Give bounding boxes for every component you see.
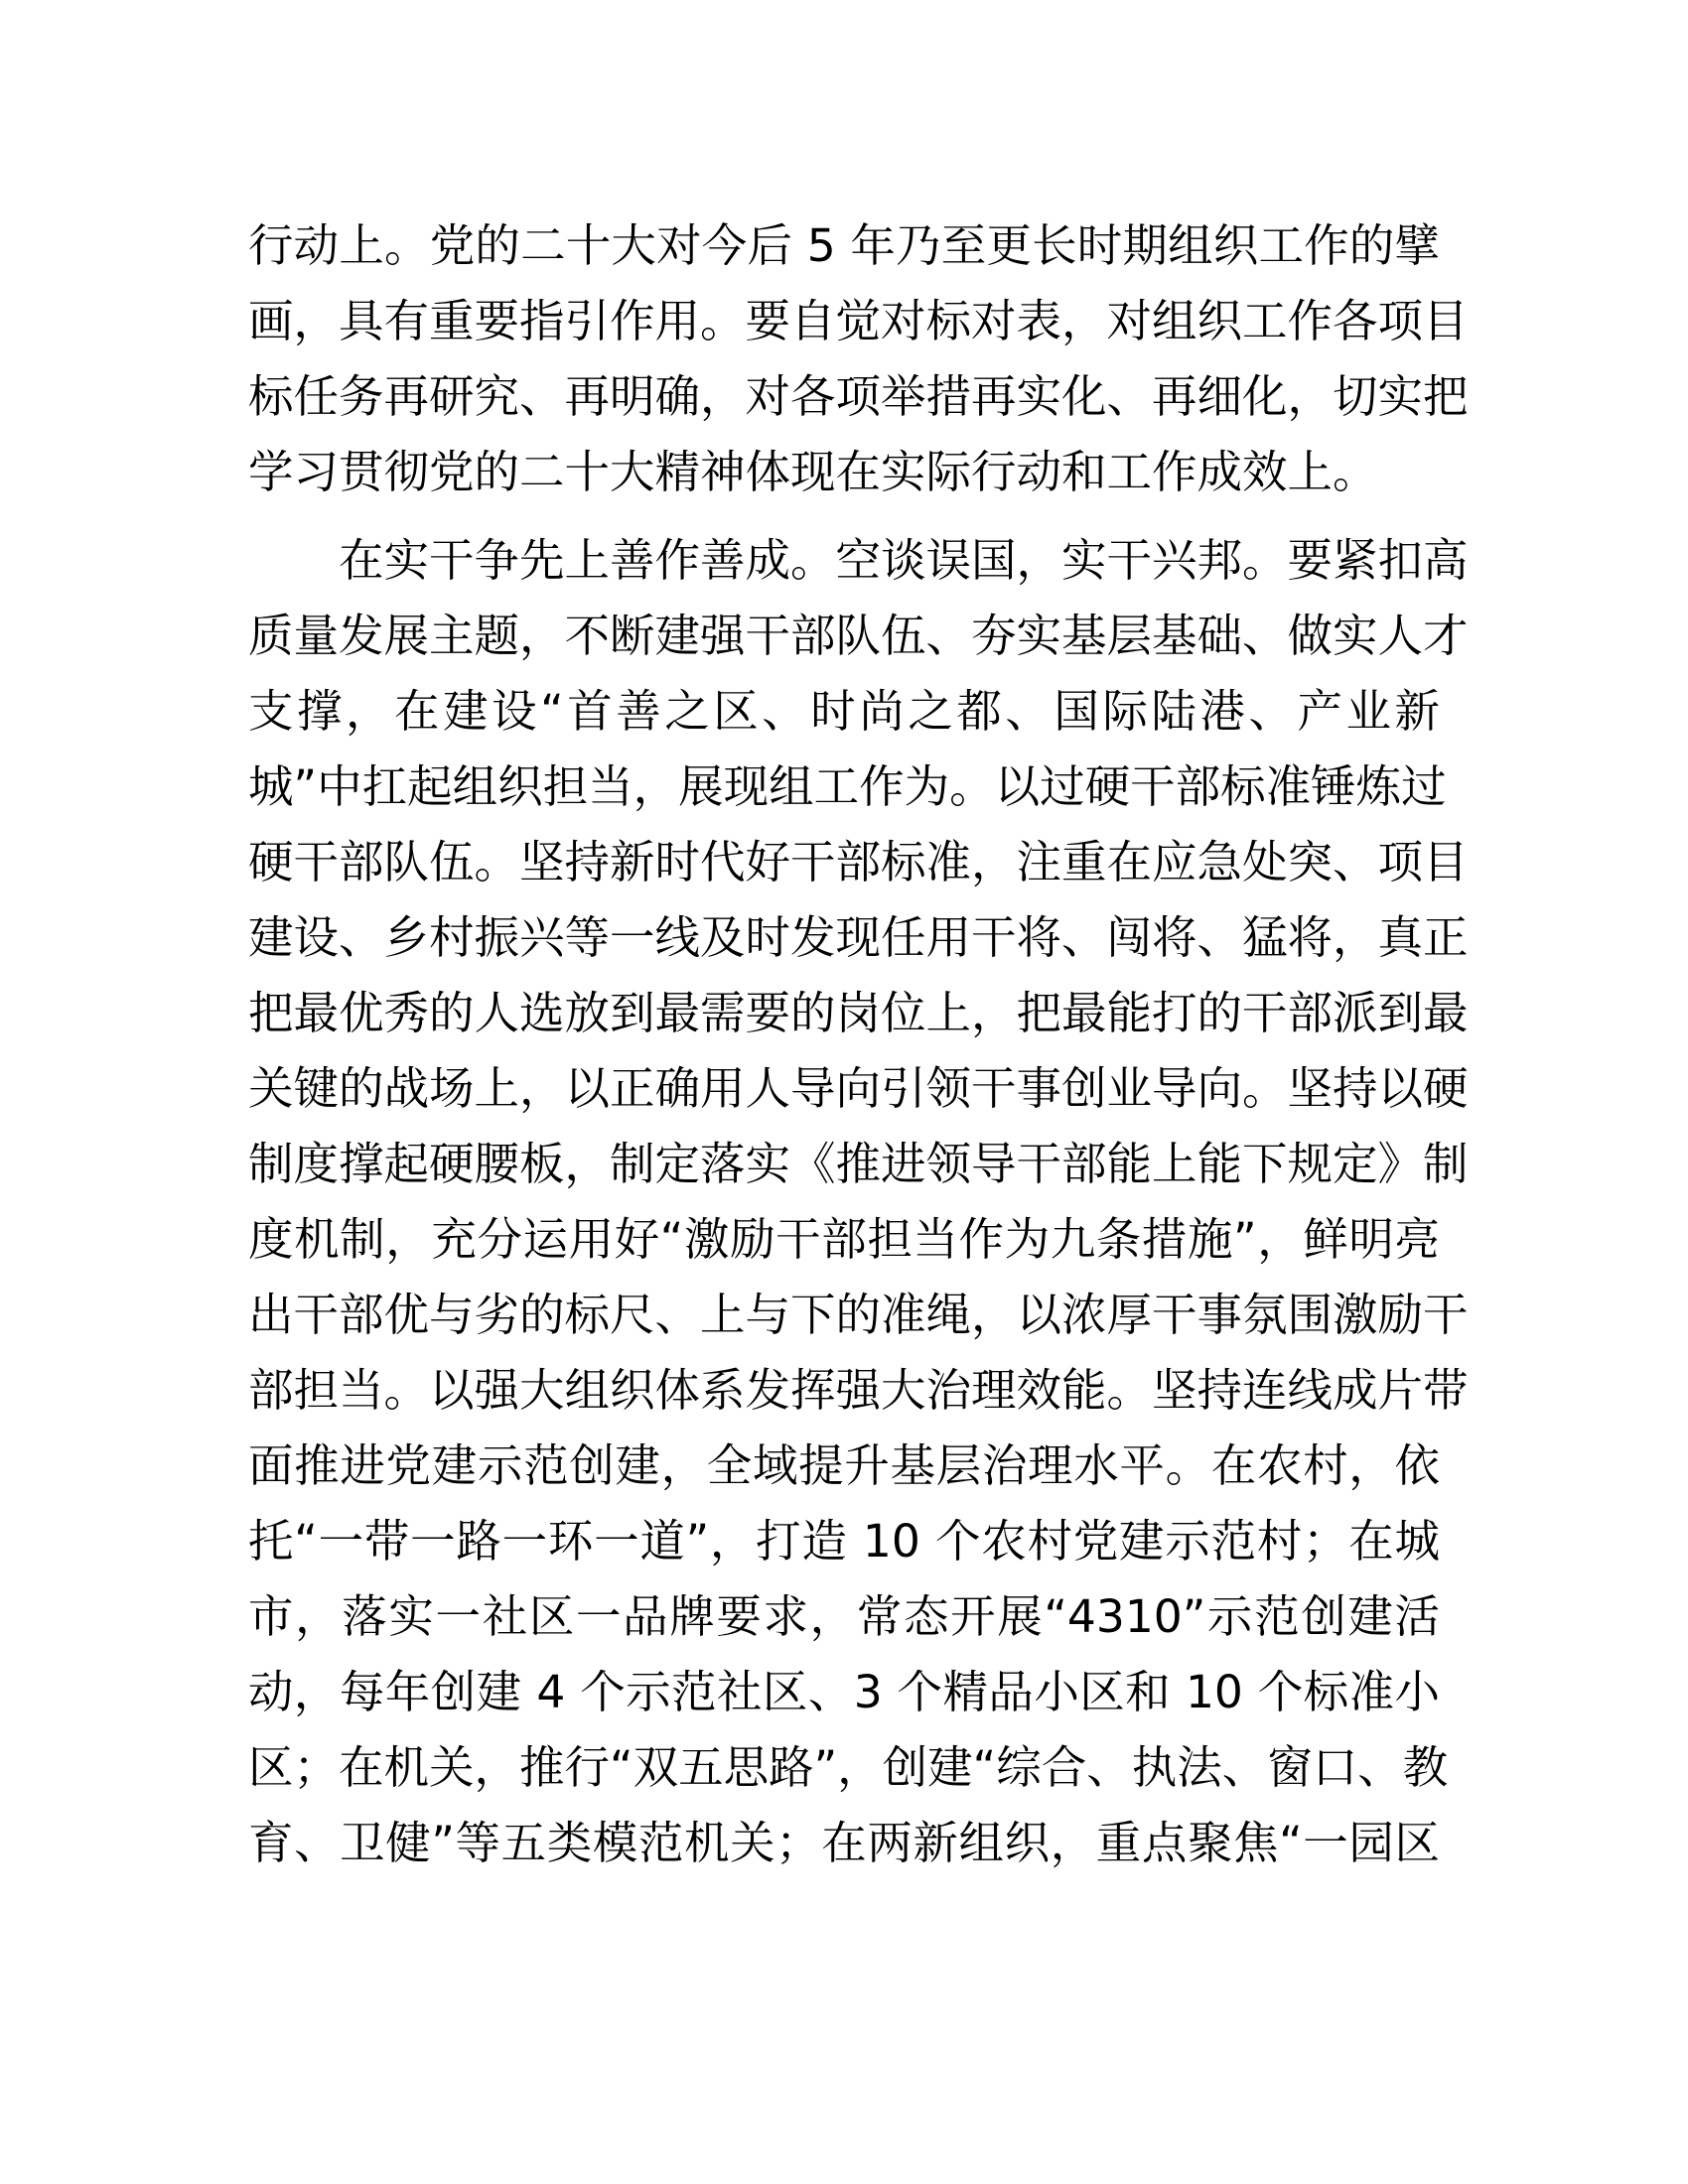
text-line: 制度撑起硬腰板，制定落实《推进领导干部能上能下规定》制 xyxy=(248,1138,1469,1190)
text-line: 行动上。党的二十大对今后 5 年乃至更长时期组织工作的擘 xyxy=(248,219,1440,272)
text-line: 支撑，在建设“首善之区、时尚之都、国际陆港、产业新 xyxy=(248,685,1440,738)
text-line: 在实干争先上善作善成。空谈误国，实干兴邦。要紧扣高 xyxy=(339,534,1469,587)
paragraph-1 xyxy=(248,208,1469,510)
text-line: 出干部优与劣的标尺、上与下的准绳，以浓厚干事氛围激励干 xyxy=(248,1289,1469,1341)
document-page xyxy=(248,208,1469,1881)
text-line: 托“一带一路一环一道”，打造 10 个农村党建示范村；在城 xyxy=(248,1515,1440,1568)
text-line: 市，落实一社区一品牌要求，常态开展“4310”示范创建活 xyxy=(248,1590,1440,1643)
text-line: 标任务再研究、再明确，对各项举措再实化、再细化，切实把 xyxy=(248,370,1469,423)
text-line: 关键的战场上，以正确用人导向引领干事创业导向。坚持以硬 xyxy=(248,1062,1469,1115)
text-line: 建设、乡村振兴等一线及时发现任用干将、闯将、猛将，真正 xyxy=(248,911,1469,964)
text-line: 面推进党建示范创建，全域提升基层治理水平。在农村，依 xyxy=(248,1439,1440,1492)
text-line: 动，每年创建 4 个示范社区、3 个精品小区和 10 个标准小 xyxy=(248,1666,1440,1718)
text-line: 城”中扛起组织担当，展现组工作为。以过硬干部标准锤炼过 xyxy=(248,760,1447,813)
text-line: 学习贯彻党的二十大精神体现在实际行动和工作成效上。 xyxy=(248,446,1378,498)
paragraph-spacer xyxy=(248,510,1440,523)
text-line: 度机制，充分运用好“激励干部担当作为九条措施”，鲜明亮 xyxy=(248,1213,1440,1266)
text-line: 部担当。以强大组织体系发挥强大治理效能。坚持连线成片带 xyxy=(248,1364,1469,1417)
text-line: 区；在机关，推行“双五思路”，创建“综合、执法、窗口、教 xyxy=(248,1741,1449,1794)
text-line: 质量发展主题，不断建强干部队伍、夯实基层基础、做实人才 xyxy=(248,610,1469,662)
text-line: 硬干部队伍。坚持新时代好干部标准，注重在应急处突、项目 xyxy=(248,836,1469,888)
text-line: 育、卫健”等五类模范机关；在两新组织，重点聚焦“一园区 xyxy=(248,1817,1440,1869)
text-line: 把最优秀的人选放到最需要的岗位上，把最能打的干部派到最 xyxy=(248,987,1469,1039)
text-line: 画，具有重要指引作用。要自觉对标对表，对组织工作各项目 xyxy=(248,295,1469,347)
paragraph-2 xyxy=(248,523,1469,1881)
